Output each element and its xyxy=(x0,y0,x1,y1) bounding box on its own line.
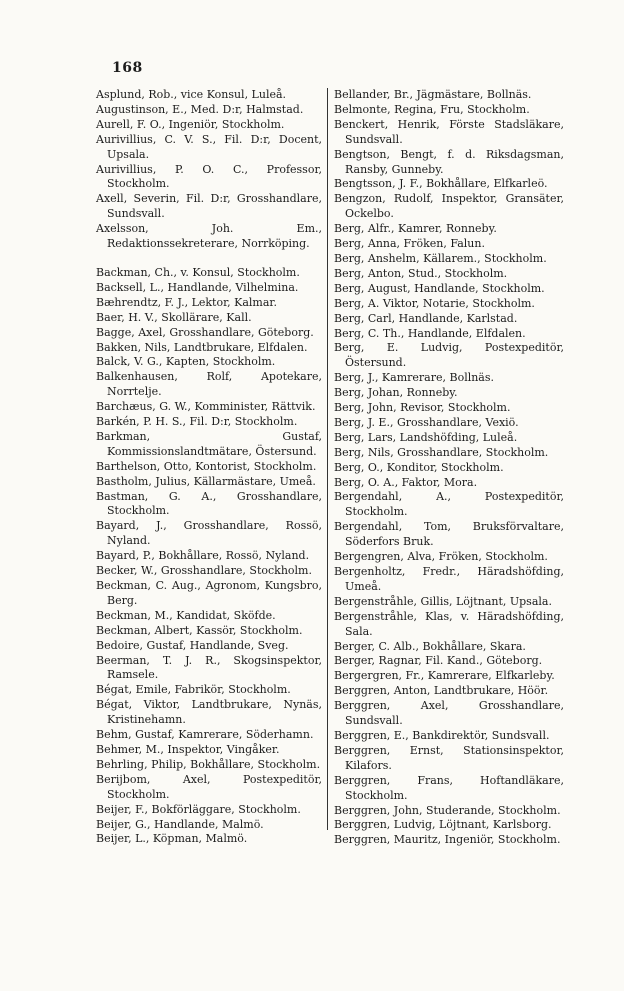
directory-entry: Berggren, Ernst, Stationsinspektor, Kilafors. xyxy=(334,743,564,772)
directory-entry: Bergendahl, A., Postexpeditör, Stockholm. xyxy=(334,490,564,519)
directory-entry: Bégat, Viktor, Landtbrukare, Nynäs, Kristinehamn. xyxy=(96,698,322,727)
directory-entry: Berg, O. A., Faktor, Mora. xyxy=(334,475,478,489)
directory-entry: Berggren, E., Bankdirektör, Sundsvall. xyxy=(334,728,550,742)
left-column-section-a xyxy=(96,88,322,252)
directory-entry: Bengzon, Rudolf, Inspektor, Gransäter, Ockelbo. xyxy=(334,192,564,221)
directory-entry: Baer, H. V., Skollärare, Kall. xyxy=(96,310,252,324)
directory-entry: Bégat, Emile, Fabrikör, Stockholm. xyxy=(96,683,291,697)
directory-entry: Barkén, P. H. S., Fil. D:r, Stockholm. xyxy=(96,415,298,429)
directory-entry: Berggren, Mauritz, Ingeniör, Stockholm. xyxy=(334,833,561,847)
directory-entry: Barkman, Gustaf, Kommissionslandtmätare, Östersund. xyxy=(96,429,322,458)
right-column xyxy=(334,88,564,848)
directory-entry: Berg, Anna, Fröken, Falun. xyxy=(334,237,485,251)
directory-entry: Bayard, J., Grosshandlare, Rossö, Nyland. xyxy=(96,519,322,548)
directory-entry: Bastholm, Julius, Källarmästare, Umeå. xyxy=(96,474,316,488)
directory-entry: Benckert, Henrik, Förste Stadsläkare, Sundsvall. xyxy=(334,117,564,146)
directory-entry: Bergendahl, Tom, Bruksförvaltare, Söderfors Bruk. xyxy=(334,520,564,549)
directory-entry: Berg, O., Konditor, Stockholm. xyxy=(334,460,504,474)
directory-entry: Berg, Alfr., Kamrer, Ronneby. xyxy=(334,222,497,236)
directory-entry: Bergenstråhle, Gillis, Löjtnant, Upsala. xyxy=(334,594,552,608)
directory-entry: Becker, W., Grosshandlare, Stockholm. xyxy=(96,564,312,578)
directory-entry: Berg, Carl, Handlande, Karlstad. xyxy=(334,311,518,325)
directory-entry: Axelsson, Joh. Em., Redaktionssekreterare, Norrköping. xyxy=(96,222,322,251)
directory-entry: Berg, Nils, Grosshandlare, Stockholm. xyxy=(334,445,549,459)
directory-entry: Behmer, M., Inspektor, Vingåker. xyxy=(96,742,280,756)
directory-entry: Berg, C. Th., Handlande, Elfdalen. xyxy=(334,326,526,340)
directory-entry: Aurell, F. O., Ingeniör, Stockholm. xyxy=(96,117,285,131)
directory-entry: Berg, A. Viktor, Notarie, Stockholm. xyxy=(334,296,535,310)
left-column-section-b xyxy=(96,266,322,847)
directory-entry: Bergergren, Fr., Kamrerare, Elfkarleby. xyxy=(334,669,555,683)
directory-entry: Berggren, Ludvig, Löjtnant, Karlsborg. xyxy=(334,818,552,832)
page-number: 168 xyxy=(112,60,143,76)
directory-entry: Beckman, C. Aug., Agronom, Kungsbro, Berg. xyxy=(96,579,322,607)
directory-entry: Balck, V. G., Kapten, Stockholm. xyxy=(96,355,276,369)
directory-entry: Barthelson, Otto, Kontorist, Stockholm. xyxy=(96,459,317,473)
directory-entry: Backsell, L., Handlande, Vilhelmina. xyxy=(96,280,299,294)
directory-entry: Berg, Anshelm, Källarem., Stockholm. xyxy=(334,251,547,265)
directory-entry: Berg, J. E., Grosshandlare, Vexiö. xyxy=(334,415,519,429)
directory-entry: Axell, Severin, Fil. D:r, Grosshandlare, Sundsvall. xyxy=(96,192,322,221)
directory-entry: Berg, John, Revisor, Stockholm. xyxy=(334,401,511,415)
directory-entry: Berggren, Anton, Landtbrukare, Höör. xyxy=(334,684,549,698)
directory-entry: Bakken, Nils, Landtbrukare, Elfdalen. xyxy=(96,340,308,354)
directory-entry: Bagge, Axel, Grosshandlare, Göteborg. xyxy=(96,325,314,339)
directory-entry: Bergenstråhle, Klas, v. Häradshöfding, Sala. xyxy=(334,609,564,638)
directory-entry: Aurivillius, C. V. S., Fil. D:r, Docent, Upsala. xyxy=(96,132,322,161)
directory-entry: Berggren, Axel, Grosshandlare, Sundsvall. xyxy=(334,699,564,728)
section-gap xyxy=(96,252,322,266)
directory-entry: Berggren, Frans, Hoftandläkare, Stockholm. xyxy=(334,773,564,802)
directory-entry: Bellander, Br., Jägmästare, Bollnäs. xyxy=(334,88,532,101)
directory-entry: Beijer, G., Handlande, Malmö. xyxy=(96,817,264,831)
directory-entry: Aurivillius, P. O. C., Professor, Stockholm. xyxy=(96,162,322,191)
directory-entry: Backman, Ch., v. Konsul, Stockholm. xyxy=(96,265,300,279)
directory-entry: Bæhrendtz, F. J., Lektor, Kalmar. xyxy=(96,295,277,309)
directory-entry: Behrling, Philip, Bokhållare, Stockholm. xyxy=(96,757,321,771)
right-column-entries xyxy=(334,88,564,848)
directory-entry: Berg, August, Handlande, Stockholm. xyxy=(334,281,545,295)
directory-entry: Beerman, T. J. R., Skogsinspektor, Ramsele. xyxy=(96,653,322,682)
directory-entry: Beijer, F., Bokförläggare, Stockholm. xyxy=(96,802,301,816)
directory-entry: Beijer, L., Köpman, Malmö. xyxy=(96,832,248,846)
directory-entry: Barchæus, G. W., Komminister, Rättvik. xyxy=(96,400,316,414)
directory-entry: Berg, E. Ludvig, Postexpeditör, Östersund. xyxy=(334,341,564,370)
directory-entry: Berg, J., Kamrerare, Bollnäs. xyxy=(334,371,495,385)
left-column xyxy=(96,88,322,847)
directory-entry: Bengtsson, J. F., Bokhållare, Elfkarleö. xyxy=(334,177,548,191)
directory-entry: Beckman, Albert, Kassör, Stockholm. xyxy=(96,623,303,637)
directory-entry: Augustinson, E., Med. D:r, Halmstad. xyxy=(96,102,304,116)
directory-entry: Beckman, M., Kandidat, Sköfde. xyxy=(96,608,276,622)
directory-entry: Bergengren, Alva, Fröken, Stockholm. xyxy=(334,550,548,564)
directory-entry: Belmonte, Regina, Fru, Stockholm. xyxy=(334,102,530,116)
column-divider xyxy=(327,88,328,830)
directory-entry: Behm, Gustaf, Kamrerare, Söderhamn. xyxy=(96,728,314,742)
directory-entry: Bedoire, Gustaf, Handlande, Sveg. xyxy=(96,638,289,652)
directory-entry: Berijbom, Axel, Postexpeditör, Stockholm. xyxy=(96,772,322,801)
directory-entry: Asplund, Rob., vice Konsul, Luleå. xyxy=(96,88,287,101)
directory-entry: Bastman, G. A., Grosshandlare, Stockholm. xyxy=(96,489,322,518)
directory-entry: Bergenholtz, Fredr., Häradshöfding, Umeå. xyxy=(334,565,564,593)
directory-entry: Berggren, John, Studerande, Stockholm. xyxy=(334,803,561,817)
directory-entry: Berg, Anton, Stud., Stockholm. xyxy=(334,266,508,280)
directory-entry: Bengtson, Bengt, f. d. Riksdagsman, Ransby, Gunneby. xyxy=(334,147,564,176)
directory-entry: Berg, Johan, Ronneby. xyxy=(334,386,458,400)
directory-entry: Bayard, P., Bokhållare, Rossö, Nyland. xyxy=(96,549,310,563)
directory-entry: Berger, C. Alb., Bokhållare, Skara. xyxy=(334,639,526,653)
directory-entry: Berger, Ragnar, Fil. Kand., Göteborg. xyxy=(334,654,543,668)
directory-entry: Balkenhausen, Rolf, Apotekare, Norrtelje. xyxy=(96,370,322,399)
directory-entry: Berg, Lars, Landshöfding, Luleå. xyxy=(334,430,518,444)
